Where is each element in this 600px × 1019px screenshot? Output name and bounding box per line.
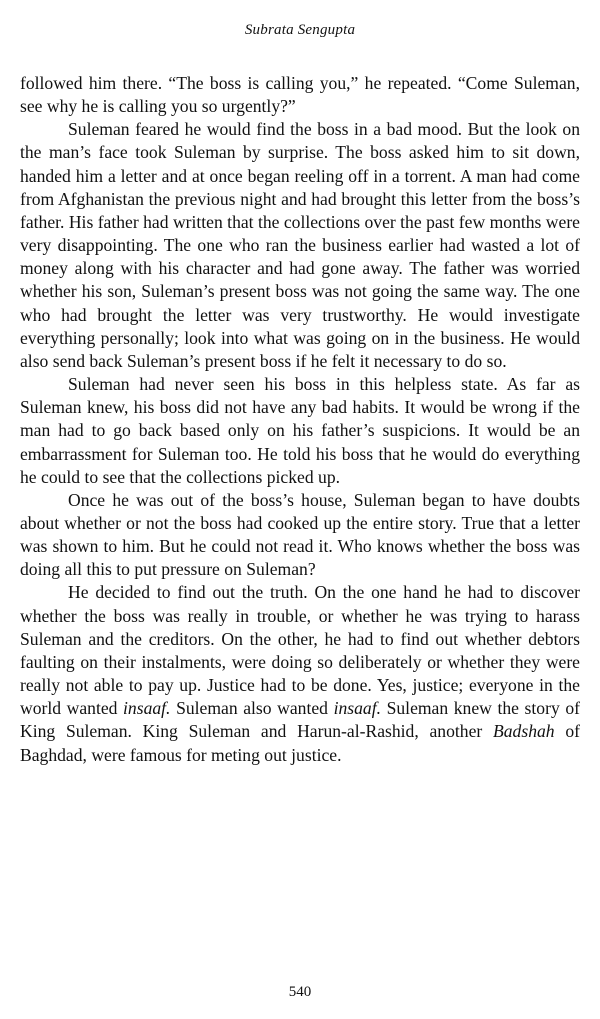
italic-term: insaaf. bbox=[123, 698, 171, 719]
text-segment: followed him there. “The boss is calling you,” he repeated. “Come Suleman, see why he is calling you so urgently?” bbox=[20, 73, 580, 117]
paragraph-continuation bbox=[20, 72, 580, 118]
page-number: 540 bbox=[288, 984, 312, 1000]
text-segment: Suleman knew the story of King Suleman. King Suleman and Harun-al-Rashid, another bbox=[20, 698, 580, 742]
text-segment: of Baghdad, were famous for meting out justice. bbox=[20, 721, 581, 765]
text-segment: Once he was out of the boss’s house, Suleman began to have doubts about whether or not the boss had cooked up the entire story. True that a letter was shown to him. But he could not read it. Who knows whether the boss was doing all this to put pressure on Suleman? bbox=[20, 489, 580, 580]
body-text bbox=[20, 72, 580, 767]
paragraph-doubts bbox=[20, 489, 580, 582]
text-segment: He decided to find out the truth. On the one hand he had to discover whether the boss was really in trouble, or whether he was trying to harass Suleman and the creditors. On the other, he had to find out whether debtors faulting on their instalments, were doing so deliberately or whether they were really not able to pay up. Justice had to be done. Yes, justice; everyone in the world wanted bbox=[20, 582, 580, 719]
paragraph-boss-letter bbox=[20, 118, 580, 373]
text-segment: Suleman also wanted bbox=[170, 698, 334, 719]
text-segment: Suleman feared he would find the boss in a bad mood. But the look on the man’s face took Suleman by surprise. The boss asked him to sit down, handed him a letter and at once began reeling off in a torrent. A man had come from Afghanistan the previous night and had brought this letter from the boss’s father. His father had written that the collections over the past few months were very disappointing. The one who ran the business earlier had wasted a lot of money along with his character and had gone away. The father was worried whether his son, Suleman’s present boss was not going the same way. The one who had brought the letter was very trustworthy. He would investigate everything personally; look into what was going on in the business. He would also send back Suleman’s present boss if he felt it necessary to do so. bbox=[20, 119, 580, 371]
paragraph-justice bbox=[20, 581, 580, 766]
running-header: Subrata Sengupta bbox=[244, 22, 356, 38]
italic-term: insaaf. bbox=[333, 698, 381, 719]
paragraph-helpless-boss bbox=[20, 373, 580, 489]
text-segment: Suleman had never seen his boss in this helpless state. As far as Suleman knew, his boss did not have any bad habits. It would be wrong if the man had to go back based only on his father’s suspicions. It would be an embarrassment for Suleman too. He told his boss that he would do everything he could to see that the collections picked up. bbox=[20, 374, 580, 487]
italic-term: Badshah bbox=[493, 721, 555, 742]
